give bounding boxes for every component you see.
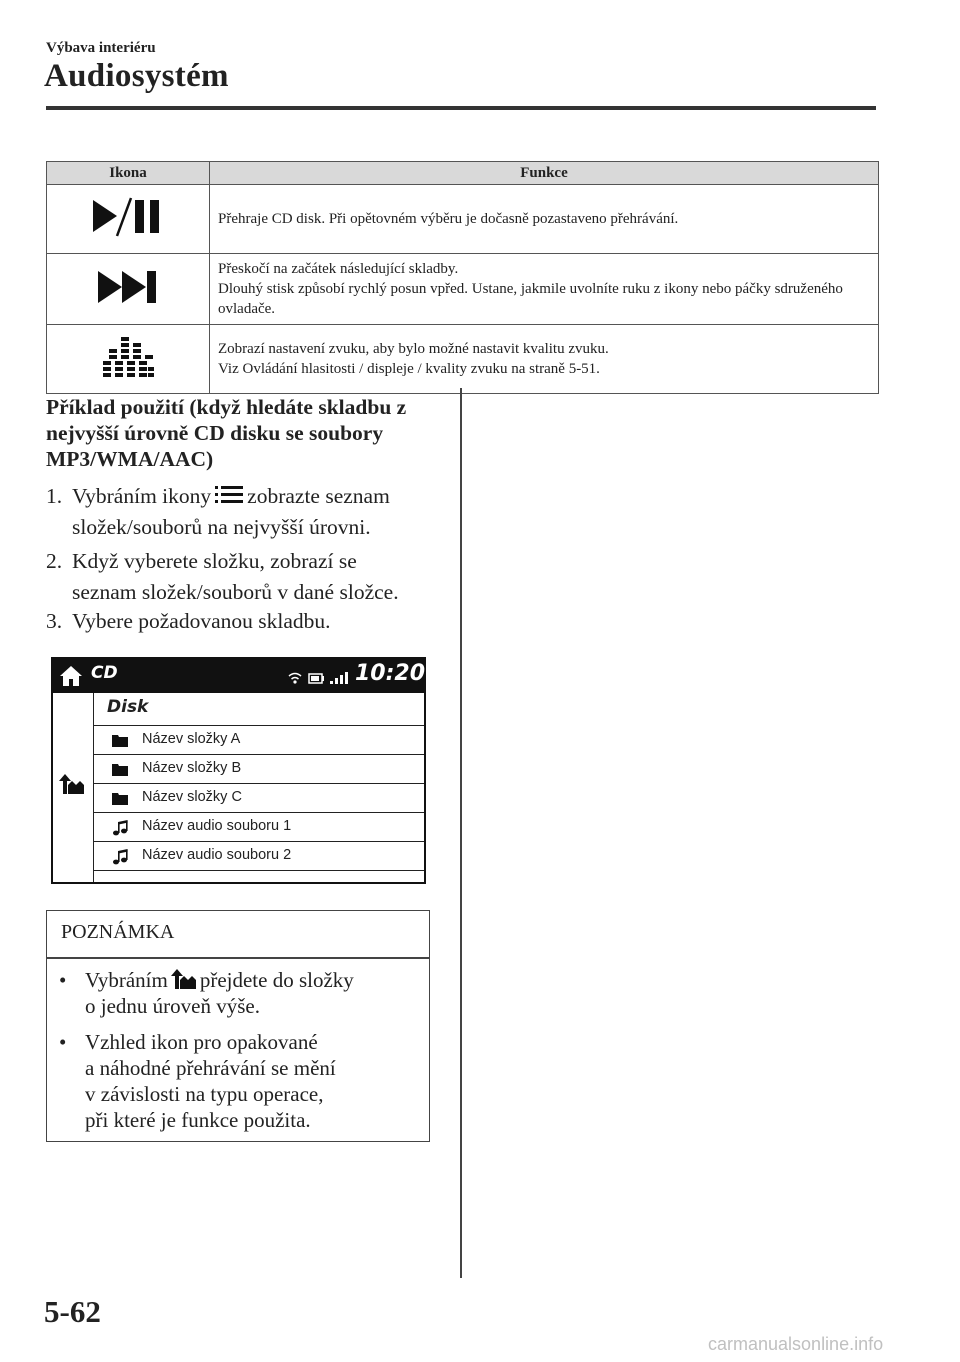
screen-clock: 10:20 <box>355 661 426 686</box>
step-number: 1. <box>46 484 63 508</box>
header-function-column: Funkce <box>210 162 879 185</box>
folder-up-icon[interactable] <box>59 773 85 795</box>
step-text: Vybere požadovanou skladbu. <box>72 609 331 633</box>
list-item-label: Název složky B <box>142 760 242 776</box>
step-text: seznam složek/souborů v dané složce. <box>72 580 399 604</box>
table-icon-cell <box>47 325 210 394</box>
note-text: o jednu úroveň výše. <box>85 994 260 1018</box>
note-box <box>46 910 430 1142</box>
header-icon-column: Ikona <box>47 162 210 185</box>
table-row <box>47 185 879 254</box>
step-3 <box>46 606 446 637</box>
screen-body <box>53 693 424 882</box>
table-row <box>47 254 879 325</box>
list-item-label: Název složky A <box>142 731 241 747</box>
step-text: složek/souborů na nejvyšší úrovni. <box>72 515 371 539</box>
watermark: carmanualsonline.info <box>708 1334 884 1354</box>
list-item-empty <box>94 870 424 883</box>
note-text: při které je funkce použita. <box>85 1108 311 1132</box>
list-item[interactable] <box>94 783 424 812</box>
list-item[interactable] <box>94 754 424 783</box>
screen-source-label: CD <box>91 663 118 683</box>
bullet: • <box>59 1030 67 1054</box>
function-text: Dlouhý stisk způsobí rychlý posun vpřed. Ustane, jakmile uvolníte ruku z ikony nebo páčky sdruženého ovladače. <box>218 281 843 317</box>
status-icons <box>287 671 351 685</box>
note-text <box>85 967 415 993</box>
column-divider <box>460 388 462 1278</box>
list-item-label: Název audio souboru 2 <box>142 847 292 863</box>
step-text <box>72 481 452 512</box>
screen-sidebar <box>53 693 94 882</box>
step-1 <box>46 481 446 543</box>
folder-icon <box>112 762 128 776</box>
table-icon-cell <box>47 185 210 254</box>
icon-function-table <box>46 161 879 394</box>
note-title: POZNÁMKA <box>61 921 175 943</box>
list-item-label: Název audio souboru 1 <box>142 818 292 834</box>
function-text: Přehraje CD disk. Při opětovném výběru je dočasně pozastaveno přehrávání. <box>218 211 679 227</box>
home-icon <box>59 665 83 687</box>
note-item <box>59 967 415 1019</box>
bullet: • <box>59 968 67 992</box>
function-text: Viz Ovládání hlasitosti / displeje / kvality zvuku na straně 5-51. <box>218 361 600 377</box>
step-number: 2. <box>46 549 63 573</box>
title-rule <box>46 106 876 110</box>
table-icon-cell <box>47 254 210 325</box>
page-number: 5-62 <box>44 1294 101 1329</box>
function-text: Zobrazí nastavení zvuku, aby bylo možné nastavit kvalitu zvuku. <box>218 341 609 357</box>
section-label: Výbava interiéru <box>46 40 156 56</box>
step-2 <box>46 546 446 608</box>
table-row <box>47 325 879 394</box>
page-title: Audiosystém <box>44 58 229 94</box>
list-item[interactable] <box>94 812 424 841</box>
note-text-part: Vybráním <box>85 968 168 992</box>
list-icon <box>214 484 244 506</box>
note-text: a náhodné přehrávání se mění <box>85 1056 336 1080</box>
note-separator <box>47 957 429 959</box>
step-text: Když vyberete složku, zobrazí se <box>72 549 357 573</box>
note-text: Vzhled ikon pro opakované <box>85 1030 318 1054</box>
screen-status-bar <box>51 657 426 693</box>
music-note-icon <box>112 849 128 865</box>
table-function-cell <box>210 325 879 394</box>
screen-list-title: Disk <box>107 697 149 717</box>
table-header-row <box>47 162 879 185</box>
play-pause-icon <box>91 196 165 238</box>
skip-next-icon <box>96 267 160 307</box>
table-function-cell <box>210 254 879 325</box>
list-item-label: Název složky C <box>142 789 242 805</box>
folder-icon <box>112 791 128 805</box>
list-item[interactable] <box>94 725 424 754</box>
step-text-part: Vybráním ikony <box>72 484 212 508</box>
note-text: v závislosti na typu operace, <box>85 1082 324 1106</box>
screen-file-list <box>94 693 424 882</box>
folder-up-icon <box>171 968 197 990</box>
table-function-cell <box>210 185 879 254</box>
note-item <box>59 1029 415 1133</box>
sound-settings-icon <box>100 335 156 379</box>
music-note-icon <box>112 820 128 836</box>
step-number: 3. <box>46 609 63 633</box>
cd-screen-illustration <box>51 657 426 884</box>
example-heading: Příklad použití (když hledáte skladbu z nejvyšší úrovně CD disku se soubory MP3/WMA/AAC) <box>46 395 407 471</box>
note-text-part: přejdete do složky <box>199 968 354 992</box>
step-text-part: zobrazte seznam <box>247 484 390 508</box>
function-text: Přeskočí na začátek následující skladby. <box>218 261 459 277</box>
list-item[interactable] <box>94 841 424 870</box>
folder-icon <box>112 733 128 747</box>
